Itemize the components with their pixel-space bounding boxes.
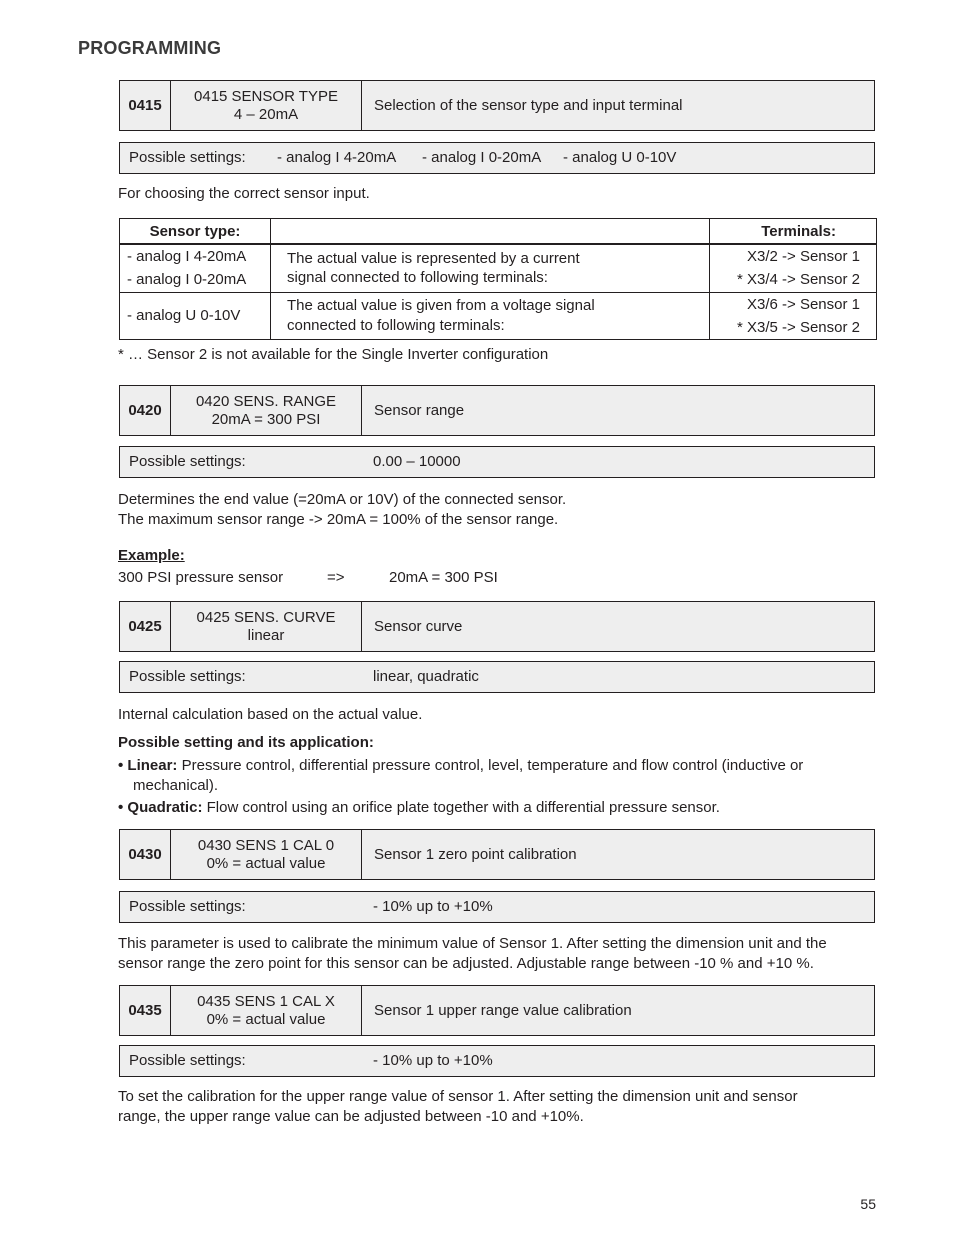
sensor-description-cell: [271, 244, 710, 292]
parameter-description: Selection of the sensor type and input terminal: [374, 97, 683, 114]
parameter-default: linear: [247, 626, 285, 644]
page-number: 55: [860, 1196, 876, 1212]
sensor-description-line: The actual value is given from a voltage signal: [287, 297, 595, 314]
sensor-type-cell: [120, 244, 271, 292]
parameter-0425-settings: [119, 661, 875, 693]
parameter-default: 0% = actual value: [206, 854, 326, 872]
parameter-0435-header: [119, 985, 875, 1036]
sensor-type: - analog I 4-20mA: [127, 248, 247, 266]
parameter-code: 0425: [120, 602, 171, 651]
parameter-name-cell: [171, 386, 362, 435]
sensor-type-table: [119, 218, 877, 340]
parameter-name: 0420 SENS. RANGE: [195, 392, 337, 410]
terminal-entry: X3/6 -> Sensor 1: [747, 295, 860, 313]
cal0-line: sensor range the zero point for this sensor can be adjusted. Adjustable range between -10 % and +10 %.: [118, 954, 814, 972]
linear-text: Pressure control, differential pressure control, level, temperature and flow control (inductive or: [177, 757, 804, 774]
sensor-type: - analog I 0-20mA: [127, 271, 247, 289]
terminals-cell: [710, 244, 877, 292]
sensor-type: - analog U 0-10V: [127, 307, 241, 324]
parameter-0430-header: [119, 829, 875, 880]
parameter-code: 0435: [120, 986, 171, 1035]
settings-label: Possible settings:: [129, 898, 246, 915]
parameter-code: 0420: [120, 386, 171, 435]
table-row: [120, 244, 877, 292]
range-description: [118, 490, 878, 529]
parameter-name: 0430 SENS 1 CAL 0: [197, 836, 335, 854]
column-header-sensor-type: Sensor type:: [120, 219, 271, 245]
calx-line: range, the upper range value can be adjusted between -10 and +10%.: [118, 1107, 584, 1125]
parameter-0415-settings: [119, 142, 875, 174]
table-row: [120, 292, 877, 339]
settings-value: - 10% up to +10%: [373, 1052, 493, 1069]
settings-value: 0.00 – 10000: [373, 453, 461, 470]
example-sensor: 300 PSI pressure sensor: [118, 569, 284, 586]
parameter-default: 4 – 20mA: [233, 105, 299, 123]
parameter-description: Sensor range: [374, 402, 465, 419]
sensor-description-line: connected to following terminals:: [287, 316, 505, 334]
quadratic-label: • Quadratic:: [118, 799, 203, 816]
linear-label: • Linear:: [118, 757, 178, 774]
parameter-name: 0435 SENS 1 CAL X: [197, 992, 335, 1010]
parameter-description: Sensor 1 upper range value calibration: [374, 1002, 632, 1019]
parameter-name-cell: [171, 602, 362, 651]
parameter-name-cell: [171, 81, 362, 130]
settings-label: Possible settings:: [129, 453, 246, 470]
parameter-default: 0% = actual value: [206, 1010, 326, 1028]
parameter-0420-settings: [119, 446, 875, 478]
parameter-0435-settings: [119, 1045, 875, 1077]
terminal-entry: * X3/5 -> Sensor 2: [737, 318, 860, 336]
sensor-input-intro: For choosing the correct sensor input.: [118, 185, 370, 202]
parameter-0415-header: [119, 80, 875, 131]
parameter-default: 20mA = 300 PSI: [211, 410, 321, 428]
settings-label: Possible settings:: [129, 149, 246, 166]
parameter-code: 0430: [120, 830, 171, 879]
calx-line: To set the calibration for the upper range value of sensor 1. After setting the dimension unit and sensor: [118, 1088, 798, 1105]
parameter-0420-header: [119, 385, 875, 436]
calx-description: [118, 1087, 878, 1126]
parameter-name: 0425 SENS. CURVE: [196, 608, 336, 626]
sensor-description-line: The actual value is represented by a current: [287, 249, 580, 267]
sensor-description-cell: [271, 292, 710, 339]
example-arrow: =>: [327, 569, 345, 586]
sensor2-note: * … Sensor 2 is not available for the Single Inverter configuration: [118, 346, 549, 363]
cal0-description: [118, 934, 888, 973]
parameter-0425-header: [119, 601, 875, 652]
example-heading: Example:: [118, 547, 185, 564]
curve-intro: Internal calculation based on the actual value.: [118, 706, 423, 723]
column-header-terminals: Terminals:: [710, 219, 877, 245]
application-heading: Possible setting and its application:: [118, 734, 374, 751]
terminal-entry: * X3/4 -> Sensor 2: [737, 271, 860, 289]
settings-label: Possible settings:: [129, 668, 246, 685]
quadratic-item: [118, 798, 878, 818]
linear-text-cont: mechanical).: [133, 776, 219, 794]
quadratic-text: Flow control using an orifice plate together with a differential pressure sensor.: [202, 799, 720, 816]
table-header-row: [120, 219, 877, 245]
range-line: Determines the end value (=20mA or 10V) of the connected sensor.: [118, 491, 567, 508]
sensor-type-cell: [120, 292, 271, 339]
parameter-description: Sensor 1 zero point calibration: [374, 846, 577, 863]
parameter-name-cell: [171, 830, 362, 879]
settings-value: - analog I 4-20mA: [277, 149, 397, 166]
settings-label: Possible settings:: [129, 1052, 246, 1069]
example-result: 20mA = 300 PSI: [389, 569, 498, 586]
parameter-0430-settings: [119, 891, 875, 923]
sensor-description-line: signal connected to following terminals:: [287, 269, 548, 287]
linear-item: [118, 756, 878, 795]
parameter-name-cell: [171, 986, 362, 1035]
settings-value: - analog I 0-20mA: [422, 149, 542, 166]
range-line: The maximum sensor range -> 20mA = 100% of the sensor range.: [118, 510, 559, 528]
settings-value: - analog U 0-10V: [563, 149, 677, 166]
column-header-description: [271, 219, 710, 245]
settings-value: - 10% up to +10%: [373, 898, 493, 915]
section-heading: PROGRAMMING: [78, 38, 222, 58]
terminal-entry: X3/2 -> Sensor 1: [747, 248, 860, 266]
cal0-line: This parameter is used to calibrate the minimum value of Sensor 1. After setting the dimension unit and the: [118, 935, 827, 952]
parameter-description: Sensor curve: [374, 618, 463, 635]
parameter-code: 0415: [120, 81, 171, 130]
parameter-name: 0415 SENSOR TYPE: [194, 87, 338, 105]
settings-value: linear, quadratic: [373, 668, 479, 685]
terminals-cell: [710, 292, 877, 339]
